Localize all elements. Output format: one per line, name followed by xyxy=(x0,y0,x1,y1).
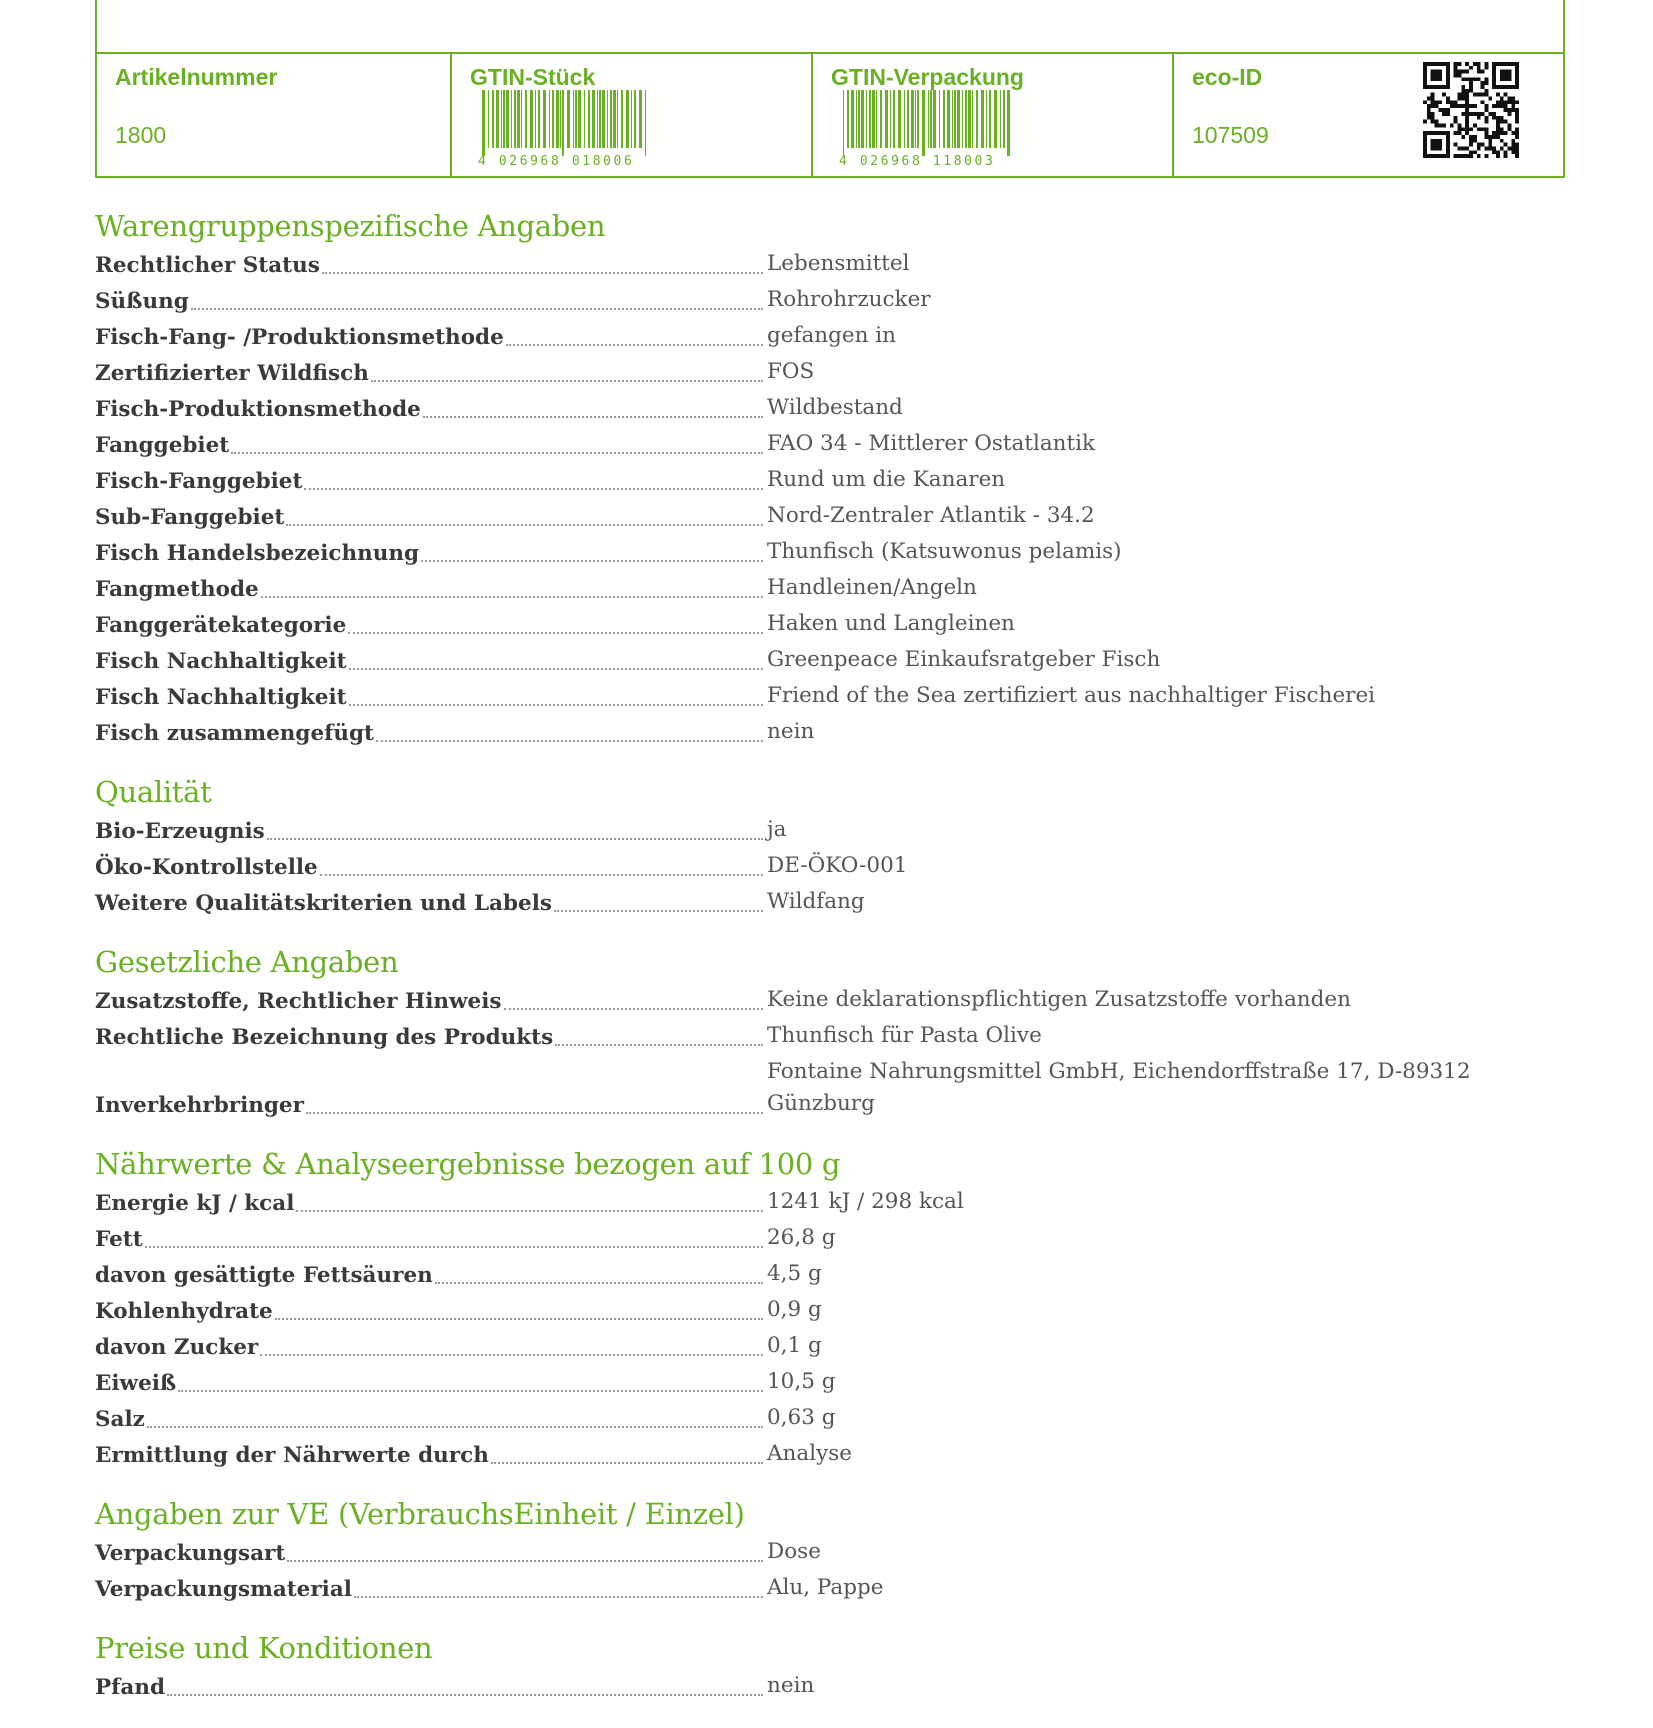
dot-leader xyxy=(506,344,763,346)
gtin-verpackung-digits: 4 026968 118003 xyxy=(839,154,996,169)
spec-label-wrap xyxy=(95,1222,767,1254)
spec-label: Eiweiß xyxy=(95,1371,177,1396)
barcode-icon xyxy=(482,90,650,156)
spec-row xyxy=(95,1398,1565,1434)
spec-section xyxy=(95,1630,1565,1702)
spec-section xyxy=(95,1146,1565,1470)
spec-label: Fisch Nachhaltigkeit xyxy=(95,649,347,674)
qr-code-icon[interactable] xyxy=(1423,62,1519,158)
spec-row xyxy=(95,568,1565,604)
gtin-verpackung-label: GTIN-Verpackung xyxy=(831,64,1024,90)
spec-label: Zusatzstoffe, Rechtlicher Hinweis xyxy=(95,989,502,1014)
dot-leader xyxy=(296,1210,763,1212)
spec-label-wrap xyxy=(95,500,767,532)
spec-value: 1241 kJ / 298 kcal xyxy=(767,1189,964,1214)
spec-label: Fanggerätekategorie xyxy=(95,613,347,638)
spec-row xyxy=(95,424,1565,460)
spec-value: 0,1 g xyxy=(767,1333,822,1358)
spec-value: Nord-Zentraler Atlantik - 34.2 xyxy=(767,503,1095,528)
dot-leader xyxy=(191,308,763,310)
dot-leader xyxy=(554,910,763,912)
spec-label-wrap xyxy=(95,644,767,676)
dot-leader xyxy=(423,416,763,418)
spec-value: 4,5 g xyxy=(767,1261,822,1286)
spec-value: Alu, Pappe xyxy=(767,1575,884,1600)
spec-value: Keine deklarationspflichtigen Zusatzstoffe vorhanden xyxy=(767,987,1351,1012)
artikelnummer-cell xyxy=(97,54,450,176)
spec-label: davon Zucker xyxy=(95,1335,259,1360)
spec-row xyxy=(95,640,1565,676)
spec-label: Weitere Qualitätskriterien und Labels xyxy=(95,891,552,916)
spec-row xyxy=(95,1568,1565,1604)
dot-leader xyxy=(371,380,763,382)
eco-id-label: eco-ID xyxy=(1192,64,1263,90)
spec-row xyxy=(95,388,1565,424)
spec-label-wrap xyxy=(95,572,767,604)
section-title: Preise und Konditionen xyxy=(95,1631,433,1665)
dot-leader xyxy=(145,1246,763,1248)
spec-section xyxy=(95,944,1565,1120)
section-title: Qualität xyxy=(95,775,212,809)
spec-label-wrap xyxy=(95,1670,767,1702)
spec-row xyxy=(95,244,1565,280)
spec-row xyxy=(95,882,1565,918)
dot-leader xyxy=(349,668,763,670)
spec-value: Handleinen/Angeln xyxy=(767,575,977,600)
dot-leader xyxy=(376,740,763,742)
spec-row xyxy=(95,712,1565,748)
spec-label: Sub-Fanggebiet xyxy=(95,505,285,530)
spec-label: Ermittlung der Nährwerte durch xyxy=(95,1443,489,1468)
dot-leader xyxy=(320,874,763,876)
spec-value: Analyse xyxy=(767,1441,852,1466)
spec-row xyxy=(95,1016,1565,1052)
spec-value: Rund um die Kanaren xyxy=(767,467,1006,492)
dot-leader xyxy=(504,1008,764,1010)
spec-label-wrap xyxy=(95,886,767,918)
spec-row xyxy=(95,604,1565,640)
spec-value: Greenpeace Einkaufsratgeber Fisch xyxy=(767,647,1161,672)
dot-leader xyxy=(306,1112,763,1114)
spec-label-wrap xyxy=(95,1402,767,1434)
spec-row xyxy=(95,1326,1565,1362)
dot-leader xyxy=(349,704,763,706)
gtin-stueck-label: GTIN-Stück xyxy=(470,64,596,90)
spec-row xyxy=(95,280,1565,316)
dot-leader xyxy=(287,1560,763,1562)
dot-leader xyxy=(231,452,763,454)
spec-label: Rechtlicher Status xyxy=(95,253,320,278)
spec-label-wrap xyxy=(95,1088,767,1120)
dot-leader xyxy=(421,560,763,562)
barcode-icon xyxy=(843,90,1011,156)
spec-row xyxy=(95,532,1565,568)
spec-value: Wildbestand xyxy=(767,395,903,420)
dot-leader xyxy=(348,632,763,634)
spec-label: Verpackungsart xyxy=(95,1541,286,1566)
spec-value: gefangen in xyxy=(767,323,896,348)
spec-label: Süßung xyxy=(95,289,189,314)
spec-row xyxy=(95,980,1565,1016)
spec-label-wrap xyxy=(95,1438,767,1470)
spec-value: Dose xyxy=(767,1539,821,1564)
spec-label: Zertifizierter Wildfisch xyxy=(95,361,369,386)
spec-label: Energie kJ / kcal xyxy=(95,1191,295,1216)
spec-value: 0,63 g xyxy=(767,1405,836,1430)
gtin-verpackung-barcode xyxy=(839,90,1015,174)
spec-value: nein xyxy=(767,719,815,744)
spec-value: Thunfisch für Pasta Olive xyxy=(767,1023,1042,1048)
spec-row xyxy=(95,1666,1565,1702)
spec-section xyxy=(95,208,1565,748)
dot-leader xyxy=(275,1318,763,1320)
eco-id-value: 107509 xyxy=(1192,122,1269,148)
spec-label-wrap xyxy=(95,284,767,316)
spec-label: Fisch-Fanggebiet xyxy=(95,469,303,494)
spec-label-wrap xyxy=(95,680,767,712)
spec-label: Rechtliche Bezeichnung des Produkts xyxy=(95,1025,554,1050)
spec-label-wrap xyxy=(95,984,767,1016)
spec-row xyxy=(95,1182,1565,1218)
artikelnummer-value: 1800 xyxy=(115,122,167,148)
spec-value: Rohrohrzucker xyxy=(767,287,931,312)
spec-row xyxy=(95,1218,1565,1254)
spec-label: Inverkehrbringer xyxy=(95,1093,304,1118)
spec-label-wrap xyxy=(95,608,767,640)
spec-row xyxy=(95,1434,1565,1470)
spec-label: Salz xyxy=(95,1407,145,1432)
spec-label: Fett xyxy=(95,1227,143,1252)
spec-row xyxy=(95,1532,1565,1568)
spec-label-wrap xyxy=(95,428,767,460)
spec-value: 26,8 g xyxy=(767,1225,836,1250)
spec-label-wrap xyxy=(95,1536,767,1568)
dot-leader xyxy=(178,1390,763,1392)
spec-label-wrap xyxy=(95,1572,767,1604)
dot-leader xyxy=(555,1044,763,1046)
spec-row xyxy=(95,676,1565,712)
spec-value: FOS xyxy=(767,359,815,384)
spec-value: nein xyxy=(767,1673,815,1698)
spec-value: 0,9 g xyxy=(767,1297,822,1322)
spec-label: Fangmethode xyxy=(95,577,259,602)
spec-label-wrap xyxy=(95,850,767,882)
spec-label-wrap xyxy=(95,248,767,280)
spec-label-wrap xyxy=(95,1366,767,1398)
dot-leader xyxy=(267,838,763,840)
spec-label-wrap xyxy=(95,1330,767,1362)
spec-row xyxy=(95,316,1565,352)
dot-leader xyxy=(260,1354,763,1356)
spec-row xyxy=(95,1290,1565,1326)
spec-value: Fontaine Nahrungsmittel GmbH, Eichendorffstraße 17, D-89312 Günzburg xyxy=(767,1059,1471,1116)
spec-value: Wildfang xyxy=(767,889,865,914)
spec-section xyxy=(95,1496,1565,1604)
spec-label: Fisch-Produktionsmethode xyxy=(95,397,421,422)
gtin-stueck-digits: 4 026968 018006 xyxy=(478,154,635,169)
section-title: Gesetzliche Angaben xyxy=(95,945,399,979)
gtin-verpackung-cell xyxy=(811,54,1172,176)
spec-label-wrap xyxy=(95,1186,767,1218)
spec-label: Fisch-Fang- /Produktionsmethode xyxy=(95,325,504,350)
spec-row xyxy=(95,1362,1565,1398)
spec-label: Fanggebiet xyxy=(95,433,230,458)
dot-leader xyxy=(322,272,763,274)
gtin-stueck-barcode xyxy=(478,90,654,174)
spec-label: Kohlenhydrate xyxy=(95,1299,273,1324)
spec-label-wrap xyxy=(95,536,767,568)
spec-value: FAO 34 - Mittlerer Ostatlantik xyxy=(767,431,1096,456)
dot-leader xyxy=(435,1282,763,1284)
spec-row xyxy=(95,352,1565,388)
spec-label-wrap xyxy=(95,464,767,496)
dot-leader xyxy=(286,524,763,526)
spec-label-wrap xyxy=(95,1020,767,1052)
section-title: Nährwerte & Analyseergebnisse bezogen auf 100 g xyxy=(95,1147,841,1181)
spec-row xyxy=(95,460,1565,496)
dot-leader xyxy=(491,1462,763,1464)
product-id-box xyxy=(95,0,1565,178)
spec-value: DE-ÖKO-001 xyxy=(767,853,908,878)
dot-leader xyxy=(261,596,763,598)
section-title: Angaben zur VE (VerbrauchsEinheit / Einzel) xyxy=(95,1497,745,1531)
spec-label-wrap xyxy=(95,356,767,388)
spec-label: Pfand xyxy=(95,1675,166,1700)
dot-leader xyxy=(167,1694,763,1696)
spec-label: Fisch Handelsbezeichnung xyxy=(95,541,420,566)
spec-label: Verpackungsmaterial xyxy=(95,1577,352,1602)
spec-row xyxy=(95,810,1565,846)
dot-leader xyxy=(147,1426,763,1428)
spec-value: 10,5 g xyxy=(767,1369,836,1394)
spec-row xyxy=(95,1254,1565,1290)
spec-label: Öko-Kontrollstelle xyxy=(95,855,318,880)
spec-label-wrap xyxy=(95,716,767,748)
product-spec-sections xyxy=(95,208,1565,1728)
spec-label-wrap xyxy=(95,320,767,352)
spec-value: ja xyxy=(767,817,787,842)
spec-section xyxy=(95,774,1565,918)
spec-value: Haken und Langleinen xyxy=(767,611,1015,636)
dot-leader xyxy=(304,488,763,490)
artikelnummer-label: Artikelnummer xyxy=(115,64,278,90)
spec-value: Friend of the Sea zertifiziert aus nachhaltiger Fischerei xyxy=(767,683,1376,708)
dot-leader xyxy=(354,1596,763,1598)
spec-label-wrap xyxy=(95,392,767,424)
spec-row xyxy=(95,846,1565,882)
spec-label-wrap xyxy=(95,1258,767,1290)
spec-row xyxy=(95,496,1565,532)
spec-label-wrap xyxy=(95,814,767,846)
spec-label-wrap xyxy=(95,1294,767,1326)
spec-label: Fisch zusammengefügt xyxy=(95,721,374,746)
spec-label: Fisch Nachhaltigkeit xyxy=(95,685,347,710)
gtin-stueck-cell xyxy=(450,54,811,176)
section-title: Warengruppenspezifische Angaben xyxy=(95,209,606,243)
spec-value: Lebensmittel xyxy=(767,251,910,276)
spec-row xyxy=(95,1052,1565,1120)
spec-label: davon gesättigte Fettsäuren xyxy=(95,1263,433,1288)
spec-value: Thunfisch (Katsuwonus pelamis) xyxy=(767,539,1122,564)
spec-label: Bio-Erzeugnis xyxy=(95,819,265,844)
